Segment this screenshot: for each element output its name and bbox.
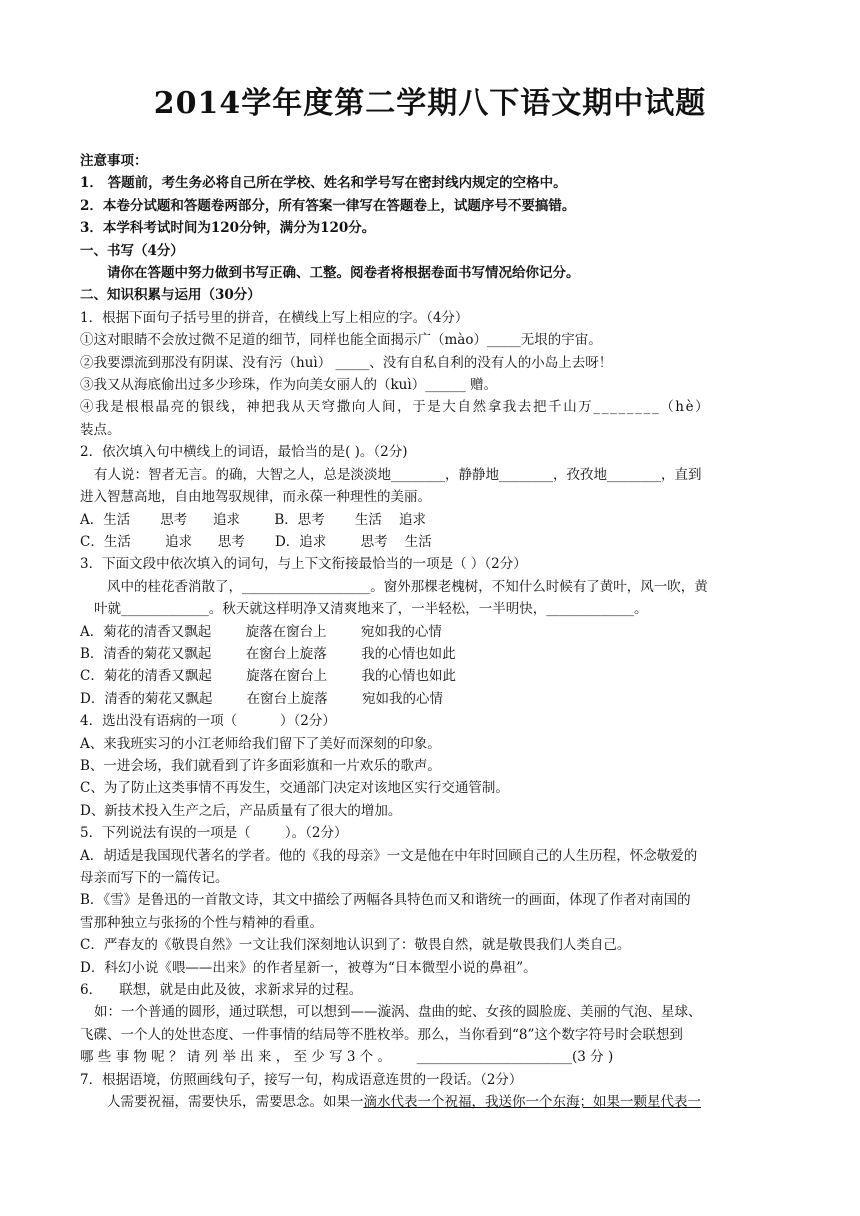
question-passage: 进入智慧高地，自由地驾驭规律，而永葆一种理性的美丽。 (80, 489, 431, 506)
question-passage (80, 1091, 780, 1113)
question-option: B．清香的菊花又飘起 在窗台上旋落 我的心情也如此 (80, 645, 456, 662)
notice-heading: 注意事项： (80, 153, 148, 169)
question-option: B．《雪》是鲁迅的一首散文诗，其文中描绘了两幅各具特色而又和谐统一的画面，体现了作者对南国的 (80, 892, 691, 909)
section-instruction: 请你在答题中努力做到书写正确、工整。阅卷者将根据卷面书写情况给你记分。 (107, 265, 580, 282)
question-option: D．清香的菊花又飘起 在窗台上旋落 宛如我的心情 (80, 690, 443, 707)
question-stem: 7．根据语境，仿照画线句子，接写一句，构成语意连贯的一段话。（2分） (80, 1071, 523, 1088)
question-passage: 飞碟、一个人的处世态度、一件事情的结局等不胜枚举。那么，当你看到“8”这个数字符号时会联想到 (80, 1026, 683, 1043)
question-item: ④我是根根晶亮的银线，神把我从天穹撒向人间，于是大自然拿我去把千山万________（hè） (80, 399, 711, 416)
question-stem: 2．依次填入句中横线上的词语，最恰当的是( )。（2分) (80, 444, 408, 461)
question-option: C．严春友的《敬畏自然》一文让我们深刻地认识到了：敬畏自然，就是敬畏我们人类自己。 (80, 937, 631, 954)
question-passage: 有人说：智者无言。的确，大智之人，总是淡淡地________，静静地________，孜孜地________，直到 (94, 466, 702, 483)
question-stem: 3．下面文段中依次填入的词句，与上下文衔接最恰当的一项是（ ）（2分） (80, 556, 527, 573)
question-stem: 1．根据下面句子括号里的拼音，在横线上写上相应的字。（4分） (80, 309, 469, 326)
question-option: B、一进会场，我们就看到了许多面彩旗和一片欢乐的歌声。 (80, 757, 441, 774)
question-item: ③我又从海底偷出过多少珍珠，作为向美女丽人的（kuì）______ 赠。 (80, 377, 497, 394)
question-option: C、为了防止这类事情不再发生，交通部门决定对该地区实行交通管制。 (80, 780, 509, 797)
question-option: 雪那种独立与张扬的个性与精神的看重。 (80, 914, 323, 931)
notice-item: 3．本学科考试时间为120分钟，满分为120分。 (80, 220, 376, 237)
question-item: 装点。 (80, 421, 121, 438)
underlined-sentence: 滴水代表一个祝福，我送你一个东海；如果一颗星代表一 (363, 1094, 701, 1111)
question-option: C．菊花的清香又飘起 旋落在窗台上 我的心情也如此 (80, 668, 456, 685)
question-passage: 如：一个普通的圆形，通过联想，可以想到——漩涡、盘曲的蛇、女孩的圆脸庞、美丽的气泡、星球、 (94, 1004, 702, 1021)
question-passage: 风中的桂花香消散了，___________________。窗外那棵老槐树，不知什么时候有了黄叶，风一吹，黄 (107, 578, 708, 595)
notice-item: 1． 答题前，考生务必将自己所在学校、姓名和学号写在密封线内规定的空格中。 (80, 175, 567, 192)
notice-item: 2．本卷分试题和答题卷两部分，所有答案一律写在答题卷上，试题序号不要搞错。 (80, 197, 576, 214)
question-item: ②我要漂流到那没有阴谋、没有污（huì） _____、没有自私自利的没有人的小岛上去呀！ (80, 354, 613, 371)
question-options: A．生活 思考 追求 B．思考 生活 追求 (80, 511, 426, 528)
passage-plain-text: 人需要祝福，需要快乐，需要思念。如果一 (107, 1094, 364, 1111)
question-option: A．菊花的清香又飘起 旋落在窗台上 宛如我的心情 (80, 623, 442, 640)
exam-body (80, 150, 780, 1113)
question-passage: 哪 些 事 物 呢 ？ 请 列 举 出 来 ， 至 少 写 3 个 。 _______________________(3 分 ) (80, 1049, 614, 1066)
section-heading: 一、书写（4分） (80, 242, 184, 259)
question-options: C．生活 追求 思考 D．追求 思考 生活 (80, 533, 432, 550)
question-option: 母亲而写下的一篇传记。 (80, 870, 229, 886)
page-title: 2014学年度第二学期八下语文期中试题 (153, 86, 707, 121)
question-option: A、来我班实习的小江老师给我们留下了美好而深刻的印象。 (80, 735, 441, 752)
question-option: A．胡适是我国现代著名的学者。他的《我的母亲》一文是他在中年时回顾自己的人生历程，怀念敬爱的 (80, 847, 698, 864)
question-stem: 6． 联想，就是由此及彼，求新求异的过程。 (80, 982, 363, 999)
question-stem: 4．选出没有语病的一项（ ）（2分） (80, 713, 336, 730)
question-option: D．科幻小说《喂——出来》的作者星新一，被尊为“日本微型小说的鼻祖”。 (80, 959, 537, 976)
section-heading: 二、知识积累与运用（30分） (80, 287, 261, 304)
question-item: ①这对眼睛不会放过微不足道的细节，同样也能全面揭示广（mào）_____无垠的宇宙。 (80, 332, 602, 349)
question-passage: 叶就_____________。秋天就这样明净又清爽地来了，一半轻松，一半明快，_____________。 (94, 601, 648, 618)
question-stem: 5．下列说法有误的一项是（ ）。（2分） (80, 825, 348, 842)
question-option: D、新技术投入生产之后，产品质量有了很大的增加。 (80, 802, 402, 819)
